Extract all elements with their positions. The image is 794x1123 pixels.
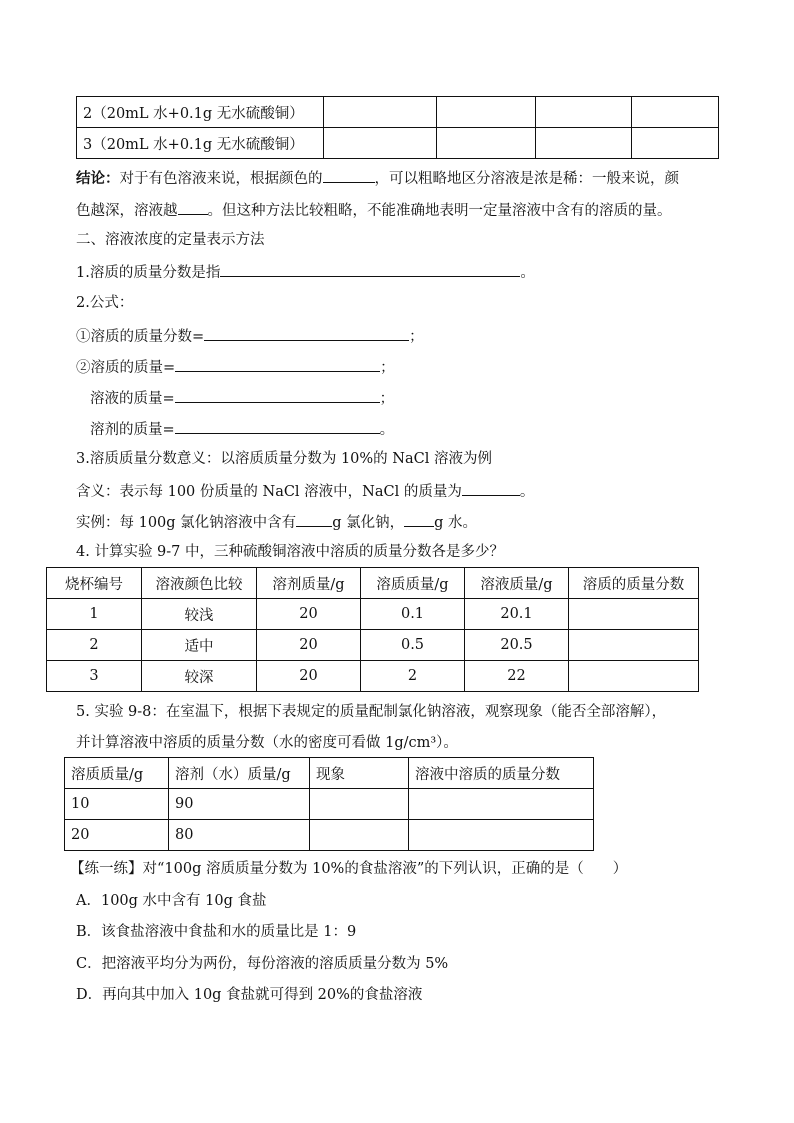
table-header: 溶剂（水）质量/g — [169, 758, 310, 789]
table-cell: 较浅 — [142, 599, 257, 630]
option-d: D．再向其中加入 10g 食盐就可得到 20%的食盐溶液 — [76, 987, 423, 1003]
table-cell: 2 — [361, 661, 465, 692]
table-row — [65, 820, 594, 851]
blank — [175, 356, 380, 372]
table-cell — [310, 820, 409, 851]
item-4-title: 4. 计算实验 9-7 中，三种硫酸铜溶液中溶质的质量分数各是多少？ — [76, 544, 505, 560]
item-5-line-1: 5. 实验 9-8：在室温下，根据下表规定的质量配制氯化钠溶液，观察现象（能否全部溶解）， — [76, 704, 667, 720]
table-cell: 1 — [47, 599, 142, 630]
formula-3: 溶液的质量= ； — [90, 387, 394, 409]
item-3-meaning: 含义：表示每 100 份质量的 NaCl 溶液中，NaCl 的质量为 。 — [76, 480, 534, 502]
table-row — [47, 599, 699, 630]
blank — [296, 511, 332, 527]
table-cell: 20 — [257, 630, 361, 661]
formula-1: ①溶质的质量分数= ； — [76, 325, 424, 347]
practice-question: 【练一练】对“100g 溶质质量分数为 10%的食盐溶液”的下列认识，正确的是（ ） — [70, 861, 628, 877]
table-cell: 适中 — [142, 630, 257, 661]
table-row — [47, 630, 699, 661]
blank — [404, 511, 434, 527]
blank — [175, 418, 380, 434]
table-cell: 80 — [169, 820, 310, 851]
table-cell — [310, 789, 409, 820]
table-cell — [437, 128, 536, 159]
section-title: 二、溶液浓度的定量表示方法 — [76, 232, 265, 248]
table-cell — [409, 820, 594, 851]
table-header: 溶质质量/g — [361, 568, 465, 599]
option-a: A．100g 水中含有 10g 食盐 — [76, 893, 267, 909]
item-1: 1.溶质的质量分数是指 。 — [76, 261, 535, 283]
table-cell: 0.5 — [361, 630, 465, 661]
table-header: 溶液中溶质的质量分数 — [409, 758, 594, 789]
table-cell — [536, 97, 632, 128]
table-cell — [536, 128, 632, 159]
formula-2: ②溶质的质量= ； — [76, 356, 395, 378]
table-header: 溶剂质量/g — [257, 568, 361, 599]
table-cell — [632, 97, 719, 128]
item-3-title: 3.溶质质量分数意义：以溶质质量分数为 10%的 NaCl 溶液为例 — [76, 451, 492, 467]
blank — [462, 480, 520, 496]
table-cell — [437, 97, 536, 128]
blank — [204, 325, 409, 341]
item-5-line-2: 并计算溶液中溶质的质量分数（水的密度可看做 1g/cm³）。 — [76, 735, 458, 751]
table-cell: 20 — [257, 661, 361, 692]
table-cell: 3 — [47, 661, 142, 692]
copper-sulfate-table — [46, 567, 699, 692]
table-cell — [569, 599, 699, 630]
table-cell — [324, 128, 437, 159]
table-row — [47, 661, 699, 692]
table-cell: 3（20mL 水+0.1g 无水硫酸铜） — [77, 128, 324, 159]
conclusion-label: 结论： — [76, 170, 120, 187]
sodium-chloride-table — [64, 757, 594, 851]
table-cell — [569, 661, 699, 692]
table-cell: 20 — [257, 599, 361, 630]
table-cell: 2 — [47, 630, 142, 661]
table-cell: 20.5 — [465, 630, 569, 661]
table-row — [77, 128, 719, 159]
blank — [178, 199, 208, 215]
table-row — [77, 97, 719, 128]
blank — [220, 261, 520, 277]
table-cell — [409, 789, 594, 820]
table-header-row — [65, 758, 594, 789]
table-header: 溶质质量/g — [65, 758, 169, 789]
table-cell: 20.1 — [465, 599, 569, 630]
table-header: 溶液质量/g — [465, 568, 569, 599]
item-3-example: 实例：每 100g 氯化钠溶液中含有 g 氯化钠， g 水。 — [76, 511, 477, 533]
table-cell: 20 — [65, 820, 169, 851]
item-2-title: 2.公式： — [76, 295, 134, 311]
table-cell — [632, 128, 719, 159]
table-cell: 较深 — [142, 661, 257, 692]
top-experiment-table — [76, 96, 719, 159]
table-header: 烧杯编号 — [47, 568, 142, 599]
table-cell: 90 — [169, 789, 310, 820]
table-cell: 0.1 — [361, 599, 465, 630]
blank — [175, 387, 380, 403]
table-cell: 22 — [465, 661, 569, 692]
table-header: 溶质的质量分数 — [569, 568, 699, 599]
table-header: 现象 — [310, 758, 409, 789]
table-cell — [569, 630, 699, 661]
table-header-row — [47, 568, 699, 599]
conclusion-line-1: 结论：对于有色溶液来说，根据颜色的 ，可以粗略地区分溶液是浓是稀：一般来说，颜 — [76, 167, 679, 189]
table-cell — [324, 97, 437, 128]
table-header: 溶液颜色比较 — [142, 568, 257, 599]
option-b: B．该食盐溶液中食盐和水的质量比是 1：9 — [76, 924, 357, 940]
option-c: C．把溶液平均分为两份，每份溶液的溶质质量分数为 5% — [76, 956, 449, 972]
table-cell: 10 — [65, 789, 169, 820]
table-cell: 2（20mL 水+0.1g 无水硫酸铜） — [77, 97, 324, 128]
conclusion-line-2: 色越深，溶液越 。但这种方法比较粗略，不能准确地表明一定量溶液中含有的溶质的量。 — [76, 199, 672, 221]
table-row — [65, 789, 594, 820]
blank — [323, 167, 375, 183]
formula-4: 溶剂的质量= 。 — [90, 418, 394, 440]
